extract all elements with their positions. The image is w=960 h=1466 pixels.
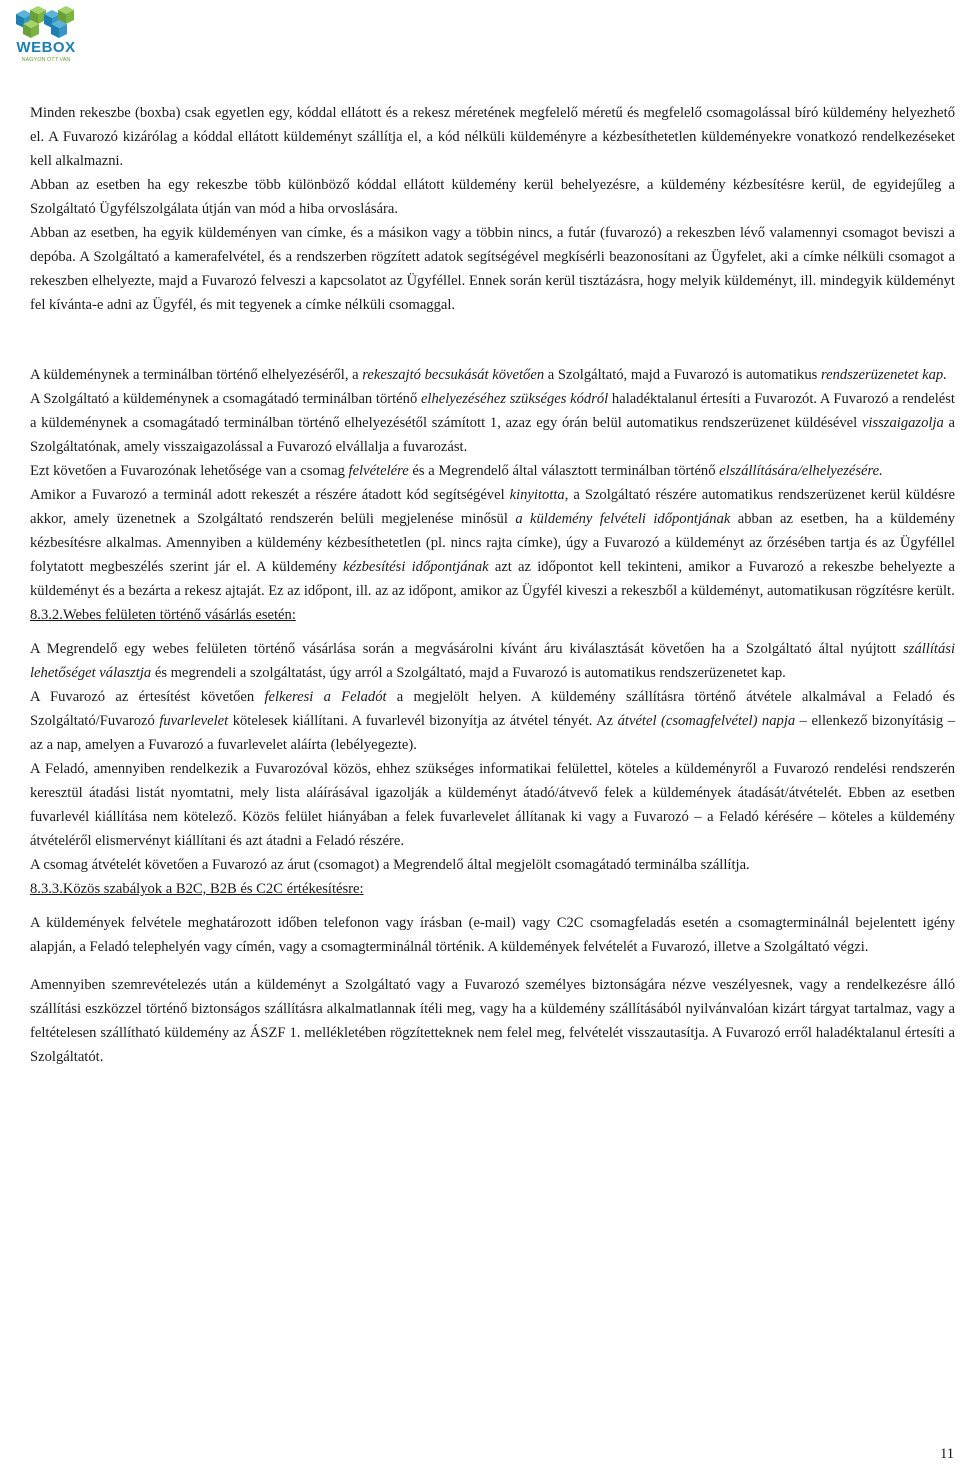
webox-logo	[6, 4, 86, 66]
paragraph-4: A küldeménynek a terminálban történő elhelyezéséről, a rekeszajtó becsukását követően a Szolgáltató, majd a Fuvarozó is automatikus rendszerüzenetet kap.	[30, 367, 947, 383]
paragraph-12: A küldemények felvétele meghatározott időben telefonon vagy írásban (e-mail) vagy C2C csomagfeladás esetén a csomagterminálnál bejelentett igény alapján, a Feladó telephelyén vagy címén, vagy a csomagterminálnál történik. A küldemények felvételét a Fuvarozó, illetve a Szolgáltató végzi.	[30, 915, 955, 955]
paragraph-2: Abban az esetben ha egy rekeszbe több különböző kóddal ellátott küldemény kerül behelyezésre, a küldemény kézbesítésre kerül, de egyidejűleg a Szolgáltató Ügyfélszolgálata útján van mód a hiba orvoslására.	[30, 177, 955, 217]
paragraph-6: Ezt követően a Fuvarozónak lehetősége van a csomag felvételére és a Megrendelő által választott terminálban történő elszállítására/elhelyezésére.	[30, 463, 883, 479]
section-heading-8-3-2: 8.3.2.Webes felületen történő vásárlás esetén:	[30, 607, 296, 623]
paragraph-1: Minden rekeszbe (boxba) csak egyetlen egy, kóddal ellátott és a rekesz méretének megfelelő méretű és megfelelő csomagolással bíró küldemény helyezhető el. A Fuvarozó kizárólag a kóddal ellátott küldeményt szállítja el, a kód nélküli küldeményre a kézbesíthetetlen küldeményekre vonatkozó rendelkezéseket kell alkalmazni.	[30, 105, 955, 169]
section-heading-8-3-3: 8.3.3.Közös szabályok a B2C, B2B és C2C értékesítésre:	[30, 881, 364, 897]
paragraph-5: A Szolgáltató a küldeménynek a csomagátadó terminálban történő elhelyezéséhez szükséges kódról haladéktalanul értesíti a Fuvarozót. A Fuvarozó a rendelést a küldeménynek a csomagátadó terminálban történő elhelyezésétől számított 1, azaz egy órán belül automatikus rendszerüzenet küldésével visszaigazolja a Szolgáltatónak, amely visszaigazolással a Fuvarozó elvállalja a fuvarozást.	[30, 391, 956, 455]
paragraph-9: A Fuvarozó az értesítést követően felkeresi a Feladót a megjelölt helyen. A küldemény szállításra történő átvétele alkalmával a Feladó és Szolgáltató/Fuvarozó fuvarlevelet kötelesek kiállítani. A fuvarlevél bizonyítja az átvétel tényét. Az átvétel (csomagfelvétel) napja – ellenkező bizonyításig – az a nap, amelyen a Fuvarozó a fuvarlevelet aláírta (lebélyegezte).	[30, 689, 955, 753]
paragraph-3: Abban az esetben, ha egyik küldeményen van címke, és a másikon vagy a többin nincs, a futár (fuvarozó) a rekeszben lévő valamennyi csomagot beviszi a depóba. A Szolgáltató a kamerafelvétel, és a rendszerben rögzített adatok segítségével megkísérli beazonosítani az Ügyfelet, aki a címke nélküli csomagot a rekeszben elhelyezte, majd a Fuvarozó felveszi a kapcsolatot az Ügyféllel. Ennek során kerül tisztázásra, hogy melyik küldeményt, ill. mindegyik küldeményt fel kívánta-e adni az Ügyfél, és mit tegyenek a címke nélküli csomaggal.	[30, 225, 955, 313]
paragraph-13: Amennyiben szemrevételezés után a küldeményt a Szolgáltató vagy a Fuvarozó személyes biztonságára nézve veszélyesnek, vagy a rendelkezésre álló szállítási eszközzel történő biztonságos szállításra alkalmatlannak ítéli meg, vagy ha a küldemény szállításából nyilvánvalóan kizárt tárgyat tartalmaz, vagy a feltételesen szállítható küldemény az ÁSZF 1. mellékletében rögzítetteknek nem felel meg, felvételét visszautasítja. A Fuvarozó erről haladéktalanul értesíti a Szolgáltatót.	[30, 977, 955, 1065]
page-number: 11	[939, 1446, 954, 1462]
paragraph-10: A Feladó, amennyiben rendelkezik a Fuvarozóval közös, ehhez szükséges informatikai felülettel, köteles a küldeményről a Fuvarozó rendelési rendszerén keresztül átadási listát nyomtatni, mely lista aláírásával igazolják a küldeményt átadó/átvevő felek a küldemények átadását/átvételét. Ebben az esetben fuvarlevél kiállítása nem kötelező. Közös felület hiányában a felek fuvarlevelet állítanak ki vagy a Fuvarozó – a Feladó kérésére – köteles a küldemény átvételéről elismervényt kiállítani és azt átadni a Feladó részére.	[30, 761, 955, 849]
document-body	[30, 101, 955, 1069]
paragraph-8: A Megrendelő egy webes felületen történő vásárlása során a megvásárolni kívánt áru kiválasztását követően ha a Szolgáltató által nyújtott szállítási lehetőséget választja és megrendeli a szolgáltatást, úgy arról a Szolgáltató, majd a Fuvarozó is automatikus rendszerüzenetet kap.	[30, 641, 955, 681]
logo-tagline: NAGYON OTT VAN	[21, 57, 71, 63]
cubes-icon	[6, 4, 86, 44]
paragraph-11: A csomag átvételét követően a Fuvarozó az árut (csomagot) a Megrendelő által megjelölt csomagátadó terminálba szállítja.	[30, 857, 750, 873]
paragraph-7: Amikor a Fuvarozó a terminál adott rekeszét a részére átadott kód segítségével kinyitotta, a Szolgáltató részére automatikus rendszerüzenet kerül küldésre akkor, amely üzenetnek a Szolgáltató rendszerén belüli megjelenése minősül a küldemény felvételi időpontjának abban az esetben, ha a küldemény kézbesítésre alkalmas. Amennyiben a küldemény kézbesíthetetlen (pl. nincs rajta címke), úgy a Fuvarozó a küldeményt az őrzésében tartja és az Ügyféllel folytatott megbeszélés szerint jár el. A küldemény kézbesítési időpontjának azt az időpontot kell tekinteni, amikor a Fuvarozó a rekeszbe behelyezte a küldeményt és a bezárta a rekesz ajtaját. Ez az időpont, ill. az az időpont, amikor az Ügyfél kiveszi a rekeszből a küldeményt, automatikusan rögzítésre került.	[30, 487, 955, 599]
logo-wordmark: WEBOX	[16, 39, 76, 56]
